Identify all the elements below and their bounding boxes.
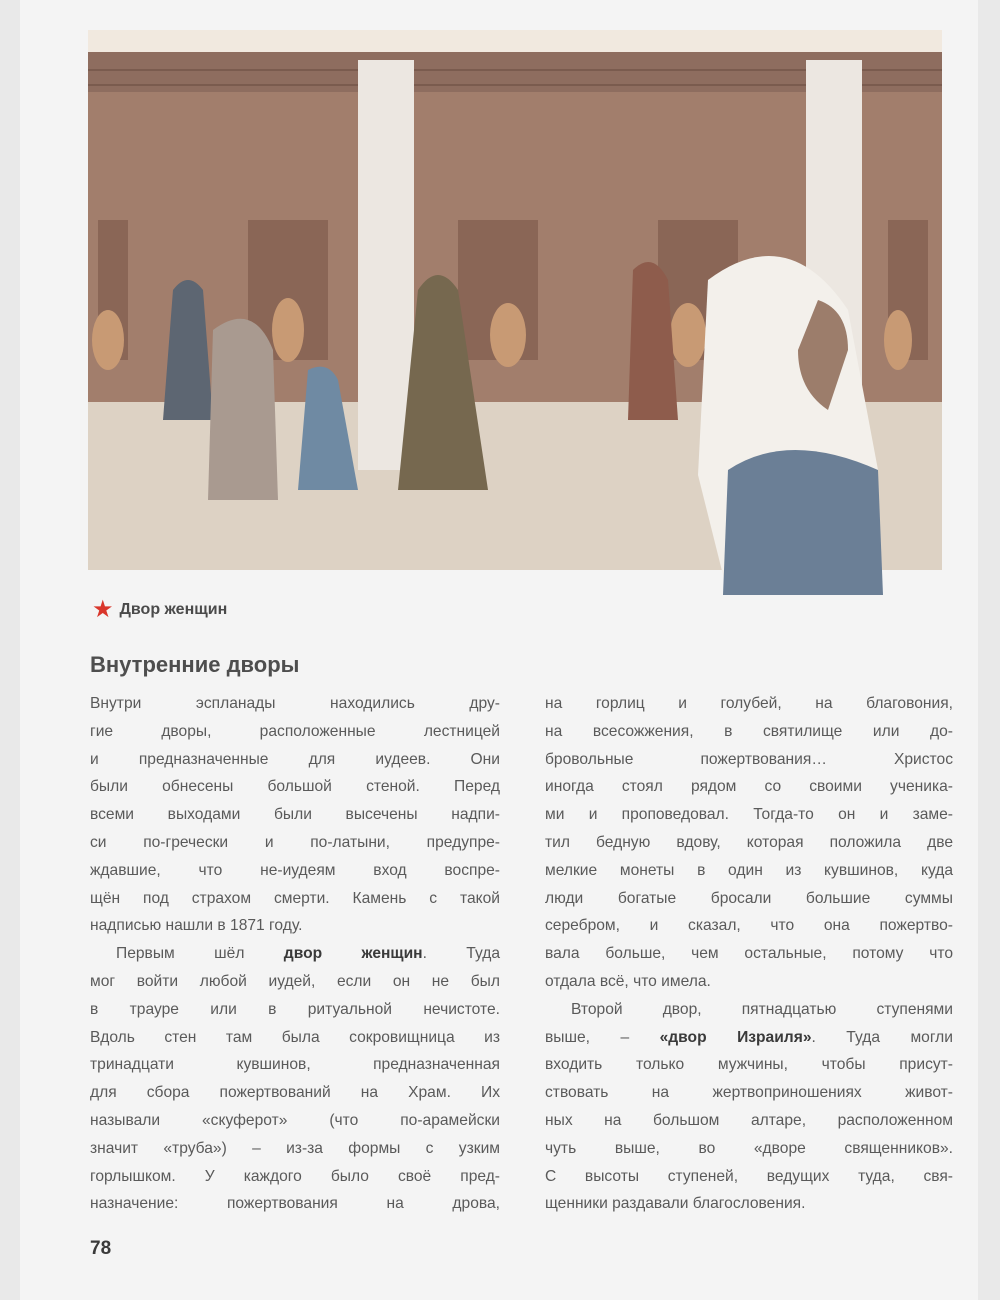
text-line: серебром, и сказал, что она пожертво-: [545, 917, 953, 935]
right-column: [545, 690, 953, 1218]
text-line: в трауре или в ритуальной нечистоте.: [90, 1000, 500, 1018]
text-line: и предназначенные для иудеев. Они: [90, 750, 500, 768]
text-line: назначение: пожертвования на дрова,: [90, 1195, 500, 1213]
star-icon: ★: [92, 596, 114, 623]
text-line: чуть выше, во «дворе священников».: [545, 1139, 953, 1157]
text-line: бровольные пожертвования… Христос: [545, 750, 953, 768]
text-line: называли «скуферот» (что по-арамейски: [90, 1111, 500, 1129]
text-line: ми и проповедовал. Тогда-то он и заме-: [545, 806, 953, 824]
text-line: Вдоль стен там была сокровищница из: [90, 1028, 500, 1046]
caption-text: Двор женщин: [119, 601, 228, 618]
text-line: щенники раздавали благословения.: [545, 1195, 806, 1213]
text-line: всеми выходами были высечены надпи-: [90, 806, 500, 824]
text-line: для сбора пожертвований на Храм. Их: [90, 1084, 500, 1102]
text-run: выше, –: [545, 1028, 660, 1046]
text-line: иногда стоял рядом со своими ученика-: [545, 778, 953, 796]
text-line: Второй двор, пятнадцатью ступенями: [571, 1000, 953, 1018]
text-line: были обнесены большой стеной. Перед: [90, 778, 500, 796]
text-line: тил бедную вдову, которая положила две: [545, 833, 953, 851]
text-line: С высоты ступеней, ведущих туда, свя-: [545, 1167, 953, 1185]
text-run: Первым шёл: [116, 945, 284, 963]
text-line: вала больше, чем остальные, потому что: [545, 945, 953, 963]
text-line: надписью нашли в 1871 году.: [90, 917, 303, 935]
text-run: . Туда могли: [811, 1028, 953, 1046]
text-line: ждавшие, что не-иудеям вход воспре-: [90, 861, 500, 879]
text-line: входить только мужчины, чтобы присут-: [545, 1056, 953, 1074]
bold-term: «двор Израиля»: [659, 1028, 812, 1046]
text-run: . Туда: [422, 945, 501, 963]
text-line: Внутри эспланады находились дру-: [90, 695, 500, 712]
text-line: ствовать на жертвоприношениях живот-: [545, 1084, 953, 1102]
text-line: люди богатые бросали большие суммы: [545, 889, 953, 907]
text-line: мелкие монеты в один из кувшинов, куда: [545, 861, 953, 879]
text-line: на всесожжения, в святилище или до-: [545, 722, 953, 740]
text-line: си по-гречески и по-латыни, предупре-: [90, 833, 500, 851]
text-line: [545, 1024, 953, 1052]
temple-court-illustration: [88, 30, 942, 595]
text-line: ных на большом алтаре, расположенном: [545, 1111, 953, 1129]
illustration-caption: [92, 598, 227, 622]
section-heading: Внутренние дворы: [90, 652, 300, 677]
text-line: значит «труба») – из-за формы с узким: [90, 1139, 500, 1157]
text-line: на горлиц и голубей, на благовония,: [545, 695, 953, 712]
left-column: [90, 690, 500, 1218]
text-line: щён под страхом смерти. Камень с такой: [90, 889, 500, 907]
text-line: горлышком. У каждого было своё пред-: [90, 1167, 500, 1185]
text-line: [90, 940, 500, 968]
text-line: тринадцати кувшинов, предназначенная: [90, 1056, 500, 1074]
page-number: 78: [90, 1238, 112, 1259]
text-line: отдала всё, что имела.: [545, 972, 711, 990]
bold-term: двор женщин: [283, 945, 423, 963]
text-line: гие дворы, расположенные лестницей: [90, 722, 500, 740]
text-line: мог войти любой иудей, если он не был: [90, 972, 500, 990]
